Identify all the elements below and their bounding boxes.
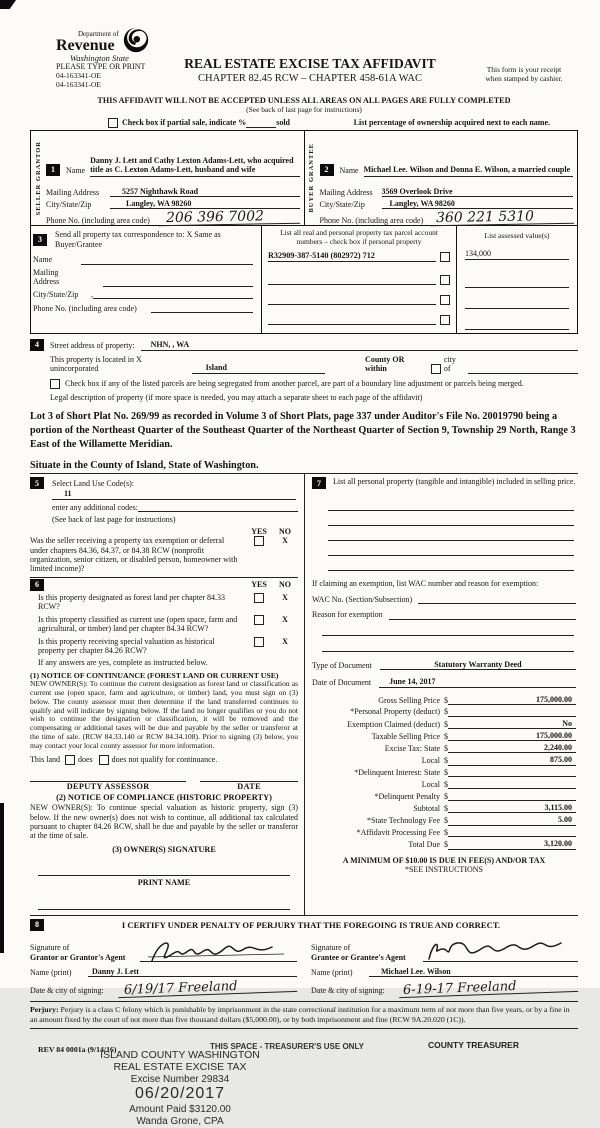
assessed-3-blank [465, 297, 569, 309]
form-title: REAL ESTATE EXCISE TAX AFFIDAVIT [184, 56, 436, 71]
parcel-2-blank [268, 284, 436, 285]
grantee-signature-of-label: Signature of [311, 943, 351, 953]
grantee-name-print-value: Michael Lee. Wilson [369, 967, 578, 977]
seller-grantor-vertical-label: SELLER GRANTOR [34, 140, 42, 216]
parties-table [30, 130, 578, 227]
grantee-date-city-handwritten: 6-19-17 Freeland [399, 978, 578, 998]
fee-row-gross: Gross Selling Price $ 175,000.00 [312, 695, 576, 705]
pp-blank-1 [328, 499, 574, 511]
city-of-label: city of [443, 354, 456, 374]
this-land-label: This land [30, 755, 60, 765]
date-of-document-label: Date of Document [312, 678, 372, 688]
buyer-phone-label: Phone No. (including area code) [319, 215, 424, 225]
buyer-city-label: City/State/Zip [319, 199, 365, 209]
grantee-signature-handwriting [423, 935, 573, 967]
segregated-label: Check box if any of the listed parcels are being segregated from another parcel, are part of a boundary line adjustment or parcels being merged. [65, 378, 524, 388]
buyer-city-value: Langley, WA 98260 [382, 199, 574, 209]
section-7-number: 7 [312, 477, 326, 489]
buyer-grantee-cell [304, 131, 578, 226]
notice-continuance-body: NEW OWNER(S): To continue the current designation as forest land or classification as current use (open space, farm and agriculture, or timber) land, you must sign on (3) below. The county assessor must then determine if the land transferred continues to qualify and will indicate by signing below. If the land no longer qualifies or you do not wish to continue the designation or classification, it will be removed and the compensating or additional taxes will be due and payable by the seller or transferor at the time of sale. (RCW 84.33.140 or RCW 84.34.108). Prior to signing (3) below, you may contact your local county assessor for more information. [30, 679, 298, 750]
owners-signature-label: (3) OWNER(S) SIGNATURE [112, 844, 216, 854]
parcel-heading: List all real and personal property tax parcel account numbers – check box if personal property [280, 228, 438, 247]
grantor-signature-handwriting [144, 937, 294, 967]
assessed-4-blank [465, 318, 569, 330]
seller-city-label: City/State/Zip [46, 199, 92, 209]
corr-name-label: Name [33, 255, 53, 265]
treasurer-space-label: THIS SPACE - TREASURER'S USE ONLY [210, 1041, 364, 1051]
deferral-question: Was the seller receiving a property tax exemption or deferral under chapters 84.36, 84.37, or 84.38 RCW (nonprofit organization, senior citizen, or disabled person, homeowner with limited income)? [30, 536, 238, 574]
does-not-label: does not qualify for continuance. [111, 755, 218, 765]
dollar-sign: $ [444, 744, 448, 753]
notice-compliance-title: (2) NOTICE OF COMPLIANCE (HISTORIC PROPERTY) [56, 793, 272, 803]
does-not-checkbox [99, 755, 109, 765]
parcel-4-blank [268, 324, 436, 325]
fee-row-delinq-penalty: *Delinquent Penalty $ [312, 791, 576, 801]
historic-no-answer: X [282, 636, 288, 646]
assessed-2-blank [465, 276, 569, 288]
current-use-yes-checkbox [254, 615, 264, 625]
section-3-number: 3 [33, 234, 47, 246]
grantor-name-print-value: Danny J. Lett [88, 967, 297, 977]
personal-property-heading: List all personal property (tangible and intangible) included in selling price. [333, 477, 576, 487]
pp-blank-2 [328, 514, 574, 526]
dollar-sign: $ [444, 827, 448, 837]
pp-blank-3 [328, 529, 574, 541]
form-number-2: 04-163341-OE [56, 80, 101, 89]
rev-number: REV 84 0001a (9/14/16) [38, 1044, 117, 1054]
exemption-note: If claiming an exemption, list WAC number and reason for exemption: [312, 579, 539, 589]
perjury-body: Perjury is a class C felony which is punishable by imprisonment in the state correctional institution for a maximum term of not more than five years, or by a fine in an amount fixed by the court of not more than five thousand dollars ($5,000.00), or by both imprisonment and fine (RCW 9A.20.020 (1C)). [30, 1005, 570, 1024]
please-type-note: PLEASE TYPE OR PRINT [56, 62, 146, 71]
header [0, 0, 600, 96]
city-of-checkbox [431, 364, 441, 374]
type-of-document-label: Type of Document [312, 660, 372, 670]
reason-blank [389, 619, 576, 620]
section-3-heading: Send all property tax correspondence to: X Same as Buyer/Grantee [55, 230, 221, 249]
form-subtitle: CHAPTER 82.45 RCW – CHAPTER 458-61A WAC [198, 72, 422, 84]
receipt-note: This form is your receipt when stamped by cashier. [485, 65, 563, 83]
section-4 [30, 339, 578, 402]
stamp-county-line: ISLAND COUNTY WASHINGTON [100, 1048, 260, 1061]
historic-row [30, 637, 298, 656]
corr-city-blank [93, 298, 253, 299]
street-address-value: NHN, , WA [141, 340, 578, 350]
date-of-document-value: June 14, 2017 [379, 677, 576, 687]
section-1-number: 1 [46, 164, 60, 176]
dollar-sign: $ [444, 695, 448, 705]
section-3 [30, 226, 578, 333]
assessed-heading: List assessed value(s) [484, 231, 550, 241]
segregated-checkbox [50, 379, 60, 389]
grantor-name-print-label: Name (print) [30, 968, 72, 978]
if-yes-note: If any answers are yes, complete as instructed below. [38, 658, 208, 668]
county-treasurer-label: COUNTY TREASURER [428, 1039, 519, 1050]
additional-codes-blank [138, 511, 298, 512]
historic-question: Is this property receiving special valuation as historical property per chapter 84.26 RCW? [38, 636, 215, 655]
buyer-mailing-value: 3569 Overlook Drive [382, 187, 574, 197]
dollar-sign: $ [444, 768, 448, 778]
corr-city-comma: , [91, 289, 93, 299]
minimum-due-note: A MINIMUM OF $10.00 IS DUE IN FEE(S) AND/OR TAX [342, 855, 546, 865]
fee-row-excise-state: Excise Tax: State $ 2,240.00 [312, 743, 576, 753]
additional-codes-label: enter any additional codes: [52, 502, 138, 512]
street-address-label: Street address of property: [50, 341, 135, 351]
no-header-5: NO [279, 526, 291, 536]
deputy-assessor-label: DEPUTY ASSESSOR [66, 781, 150, 791]
seller-phone-label: Phone No. (including area code) [46, 215, 150, 225]
grantee-date-city-label: Date & city of signing: [311, 986, 385, 996]
parcel-1-checkbox [440, 252, 450, 262]
form-number-1: 04-163341-OE [56, 71, 101, 80]
corr-mailing-label2: Address [33, 277, 60, 287]
forest-yes-checkbox [254, 593, 264, 603]
corr-city-label: City/State/Zip [33, 289, 79, 299]
city-of-blank [468, 373, 578, 374]
partial-sale-percent-blank [246, 127, 276, 128]
dollar-sign: $ [444, 707, 448, 717]
reason-blank-2 [322, 624, 574, 636]
perjury-block [30, 1001, 578, 1028]
ownership-note: List percentage of ownership acquired next to each name. [353, 118, 550, 128]
situate-line: Situate in the County of Island, State of Washington. [30, 460, 578, 474]
grantee-agent-label: Grantee or Grantee's Agent [311, 952, 406, 962]
corr-phone-label: Phone No. (including area code) [33, 304, 137, 314]
forest-land-question: Is this property designated as forest land per chapter 84.33 RCW? [38, 592, 226, 612]
historic-yes-checkbox [254, 637, 264, 647]
buyer-name-value: Michael Lee. Wilson and Donna E. Wilson, a married couple [364, 165, 573, 176]
dollar-sign: $ [444, 840, 448, 850]
corr-name-blank [81, 264, 253, 265]
dollar-sign: $ [444, 816, 448, 826]
stamp-date: 06/20/2017 [134, 1085, 226, 1103]
deferral-yes-checkbox [254, 536, 264, 546]
land-use-code-value: 11 [52, 489, 296, 499]
section-6-number: 6 [30, 579, 44, 591]
seller-city-value: Langley, WA 98260 [110, 199, 300, 209]
certify-statement: I CERTIFY UNDER PENALTY OF PERJURY THAT THE FOREGOING IS TRUE AND CORRECT. [121, 919, 501, 930]
parcel-4-checkbox [440, 315, 450, 325]
legal-desc-note: Legal description of property (if more space is needed, you may attach a separate sheet to each page of the affidavit) [50, 392, 423, 402]
warning-line: THIS AFFIDAVIT WILL NOT BE ACCEPTED UNLESS ALL AREAS ON ALL PAGES ARE FULLY COMPLETED [97, 96, 511, 105]
section-2-number: 2 [320, 164, 334, 176]
forest-land-row [30, 593, 298, 612]
parcel-2-checkbox [440, 275, 450, 285]
sold-label: sold [276, 118, 291, 128]
fee-row-total-due: Total Due $ 3,120.00 [312, 839, 576, 849]
dollar-sign: $ [444, 731, 448, 741]
right-column [305, 474, 578, 915]
stamp-cashier-name: Wanda Grone, CPA [136, 1116, 224, 1128]
located-in-label: This property is located in X unincorporated [50, 354, 142, 374]
grantor-date-city-label: Date & city of signing: [30, 986, 104, 996]
see-back-note-5: (See back of last page for instructions) [52, 515, 176, 525]
print-name-blank [38, 898, 290, 910]
current-use-question: Is this property classified as current use (open space, farm and agricultural, or timber) land per chapter 84.34 RCW? [38, 614, 238, 634]
corr-mailing-label1: Mailing [33, 267, 59, 277]
fee-row-tech-fee: *State Technology Fee $ 5.00 [312, 815, 576, 825]
seller-mailing-value: 5257 Nighthawk Road [110, 187, 300, 197]
deferral-question-row [30, 536, 298, 574]
stamp-amount-paid: Amount Paid $3120.00 [129, 1104, 231, 1116]
partial-sale-row [30, 118, 578, 128]
fee-row-personal: *Personal Property (deduct) $ [312, 707, 576, 717]
type-of-document-value: Statutory Warranty Deed [380, 660, 576, 670]
buyer-grantee-vertical-label: BUYER GRANTEE [308, 143, 316, 213]
pp-blank-5 [328, 559, 574, 571]
assessed-value: 134,000 [465, 249, 569, 259]
yes-header-6: YES [251, 580, 267, 590]
does-checkbox [65, 755, 75, 765]
pp-blank-4 [328, 544, 574, 556]
grantee-name-print-label: Name (print) [311, 968, 353, 978]
buyer-name-label: Name [339, 166, 359, 176]
parcel-3-checkbox [440, 295, 450, 305]
stamp-tax-line: REAL ESTATE EXCISE TAX [113, 1061, 247, 1074]
see-instructions-note: *SEE INSTRUCTIONS [404, 865, 483, 874]
partial-sale-checkbox [108, 118, 118, 128]
revenue-swirl-icon [121, 27, 151, 53]
fee-row-processing-fee: *Affidavit Processing Fee $ [312, 827, 576, 837]
deferral-no-answer: X [282, 536, 288, 546]
no-header-6: NO [279, 580, 291, 590]
stamp-excise-number: Excise Number 29834 [130, 1073, 230, 1085]
dollar-sign: $ [444, 791, 448, 801]
fee-table [312, 695, 576, 850]
located-county-value: Island [192, 363, 325, 373]
notice-compliance-body: NEW OWNER(S): To continue special valuation as historic property, sign (3) below. If the new owner(s) does not wish to continue, all additional tax calculated pursuant to chapter 84.26 RCW, shall be due and payable by the seller or transferor at the time of sale. [30, 803, 298, 841]
assessed-column [456, 226, 577, 332]
fee-row-excise-local: Local $ 875.00 [312, 755, 576, 765]
dor-logo [56, 27, 151, 63]
buyer-mailing-label: Mailing Address [319, 187, 373, 197]
section-5-number: 5 [30, 477, 44, 489]
grantor-signature-of-label: Signature of [30, 943, 70, 953]
reason-label: Reason for exemption [312, 610, 383, 620]
fee-row-exemption: Exemption Claimed (deduct) $ No [312, 719, 576, 729]
see-back-note: (See back of last page for instructions) [246, 104, 362, 114]
corr-mailing-blank [103, 286, 253, 287]
seller-mailing-label: Mailing Address [46, 187, 100, 197]
fee-row-taxable: Taxable Selling Price $ 175,000.00 [312, 731, 576, 741]
reason-blank-3 [322, 640, 574, 652]
wac-label: WAC No. (Section/Subsection) [312, 594, 413, 604]
seller-name-value: Danny J. Lett and Cathy Lexton Adams-Lett, who acquired title as C. Lexton Adams-Lett, husband and wife [90, 156, 299, 177]
wac-blank [418, 603, 576, 604]
date-label: DATE [237, 781, 262, 791]
dollar-sign: $ [444, 756, 448, 766]
county-or-label: County OR within [365, 354, 405, 374]
fee-row-subtotal: Subtotal $ 3,115.00 [312, 803, 576, 813]
grantor-agent-label: Grantor or Grantor's Agent [30, 952, 126, 962]
logo-text-revenue: Revenue [56, 36, 115, 54]
qualify-line [30, 755, 298, 765]
current-use-no-answer: X [282, 614, 288, 624]
seller-grantor-cell [31, 131, 304, 226]
seller-name-label: Name [66, 166, 86, 176]
treasurer-stamp [55, 1049, 305, 1128]
left-column [30, 474, 305, 915]
parcel-3-blank [268, 304, 436, 305]
fee-row-delinq-int-local: Local $ [312, 779, 576, 789]
does-label: does [78, 755, 93, 765]
print-name-label: PRINT NAME [137, 878, 191, 888]
notice-continuance-title: (1) NOTICE OF CONTINUANCE (FOREST LAND OR CURRENT USE) [30, 670, 279, 680]
buyer-phone-handwritten: 360 221 5310 [429, 209, 573, 227]
corr-phone-blank [151, 312, 253, 313]
section-8 [30, 916, 578, 999]
footer [0, 1037, 600, 1128]
grantor-date-city-handwritten: 6/19/17 Freeland [118, 978, 297, 998]
land-use-heading: Select Land Use Code(s): [52, 478, 134, 488]
section-8-number: 8 [30, 919, 44, 931]
fee-row-delinq-int-state: *Delinquent Interest: State $ [312, 767, 576, 777]
partial-sale-label: Check box if partial sale, indicate % [122, 118, 247, 128]
logo-text-wastate: Washington State [70, 53, 129, 63]
logo-text-department: Department of [78, 30, 119, 39]
parcel-column [261, 226, 456, 332]
mid-columns [30, 474, 578, 916]
owners-signature-blank [38, 864, 290, 876]
section-4-number: 4 [30, 339, 44, 351]
seller-phone-handwritten: 206 396 7002 [158, 209, 300, 226]
yes-header-5: YES [251, 526, 267, 536]
parcel-number-value: R32909-387-5140 (802972) 712 [268, 251, 436, 262]
current-use-row [30, 615, 298, 634]
dollar-sign: $ [444, 719, 448, 729]
dollar-sign: $ [444, 803, 448, 813]
legal-description: Lot 3 of Short Plat No. 269/99 as recorded in Volume 3 of Short Plats, page 337 under Auditor's File No. 20019790 being a portion of the Northeast Quarter of the Southeast Quarter of the Northeast Quarter of Section 9, Township 29 North, Range 3 East of the Willamette Meridian. [30, 410, 576, 450]
dollar-sign: $ [444, 779, 448, 789]
perjury-label: Perjury: [30, 1005, 59, 1015]
forest-no-answer: X [282, 592, 288, 602]
